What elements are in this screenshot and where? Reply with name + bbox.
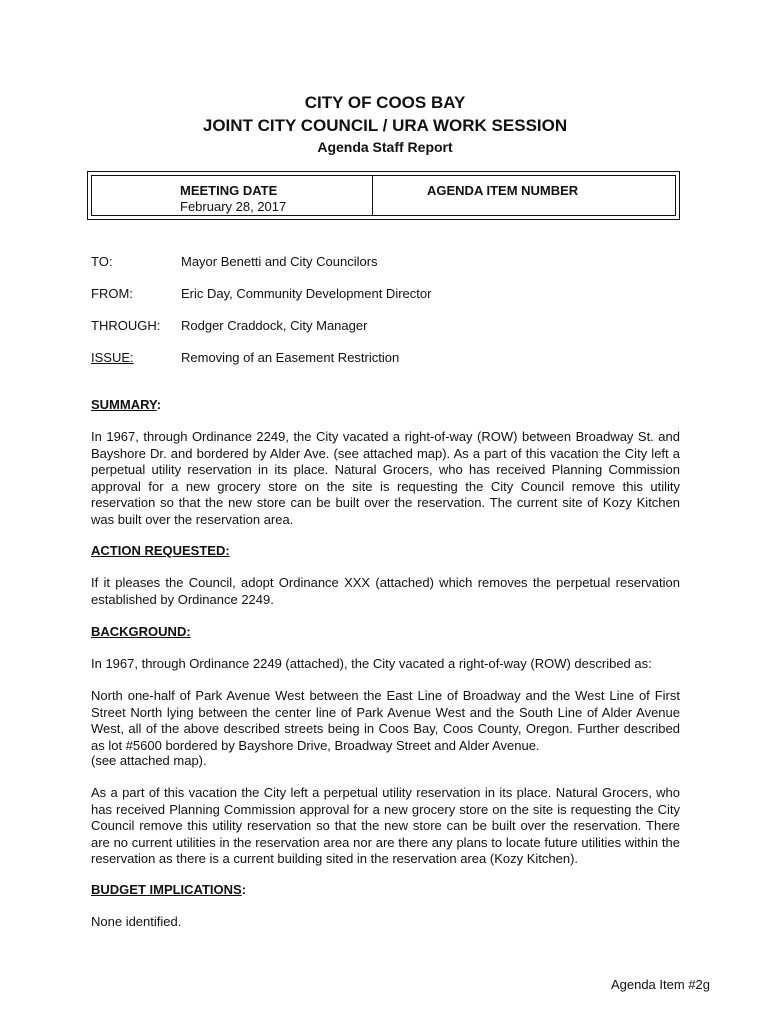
issue-value: Removing of an Easement Restriction <box>181 350 400 365</box>
background-heading <box>91 624 191 640</box>
city-title: CITY OF COOS BAY <box>304 93 466 112</box>
background-para-1: In 1967, through Ordinance 2249 (attached), the City vacated a right-of-way (ROW) described as: <box>91 656 652 671</box>
from-value: Eric Day, Community Development Director <box>181 286 432 301</box>
agenda-item-number-label: AGENDA ITEM NUMBER <box>427 183 579 198</box>
from-label: FROM: <box>91 286 133 301</box>
meeting-info-inner <box>91 175 676 216</box>
issue-label: ISSUE: <box>91 350 134 365</box>
meeting-date-label: MEETING DATE <box>180 183 278 198</box>
agenda-item-cell <box>373 176 675 215</box>
budget-text: None identified. <box>91 914 182 929</box>
background-para-2: North one-half of Park Avenue West between the East Line of Broadway and the West Line of First Street North lying between the center line of Park Avenue West and the South Line of Alder Avenue West, all of the above described streets being in Coos Bay, Coos County, Oregon. Further described as lot #5600 bordered by Bayshore Drive, Broadway Street and Alder Avenue. <box>91 688 680 753</box>
through-label: THROUGH: <box>91 318 161 333</box>
summary-heading-text: SUMMARY <box>91 397 157 412</box>
to-label: TO: <box>91 254 113 269</box>
background-heading-text: BACKGROUND: <box>91 624 191 639</box>
background-para-3: As a part of this vacation the City left a perpetual utility reservation in its place. Natural Grocers, who has received Planning Commission approval for a new grocery store on the site is requesting the City Council remove this utility reservation so that the new store can be built over the reservation. There are no current utilities in the reservation area nor are there any plans to locate future utilities within the reservation as there is a current building sited in the reservation area (Kozy Kitchen). <box>91 785 680 866</box>
meeting-date-value: February 28, 2017 <box>180 199 287 214</box>
action-text: If it pleases the Council, adopt Ordinance XXX (attached) which removes the perpetual reservation established by Ordinance 2249. <box>91 575 680 607</box>
meeting-info-box <box>87 171 680 220</box>
budget-heading-text: BUDGET IMPLICATIONS <box>91 882 242 897</box>
summary-heading <box>91 397 161 413</box>
to-value: Mayor Benetti and City Councilors <box>181 254 378 269</box>
report-subtitle: Agenda Staff Report <box>317 139 453 155</box>
agenda-item-footer: Agenda Item #2g <box>610 977 710 992</box>
background-para-2-note: (see attached map). <box>91 753 207 768</box>
action-heading-text: ACTION REQUESTED: <box>91 543 230 558</box>
meeting-date-cell <box>92 176 373 215</box>
budget-heading <box>91 882 246 898</box>
summary-text: In 1967, through Ordinance 2249, the City vacated a right-of-way (ROW) between Broadway St. and Bayshore Dr. and bordered by Alder Ave. (see attached map). As a part of this vacation the City left a perpetual utility reservation in its place. Natural Grocers, who has received Planning Commission approval for a new grocery store on the site is requesting the City Council remove this utility reservation so that the new store can be built over the reservation. The current site of Kozy Kitchen was built over the reservation area. <box>91 429 680 527</box>
through-value: Rodger Craddock, City Manager <box>181 318 368 333</box>
session-title: JOINT CITY COUNCIL / URA WORK SESSION <box>202 116 568 135</box>
budget-heading-colon: : <box>241 882 247 897</box>
summary-heading-colon: : <box>156 397 162 412</box>
action-heading <box>91 543 230 559</box>
